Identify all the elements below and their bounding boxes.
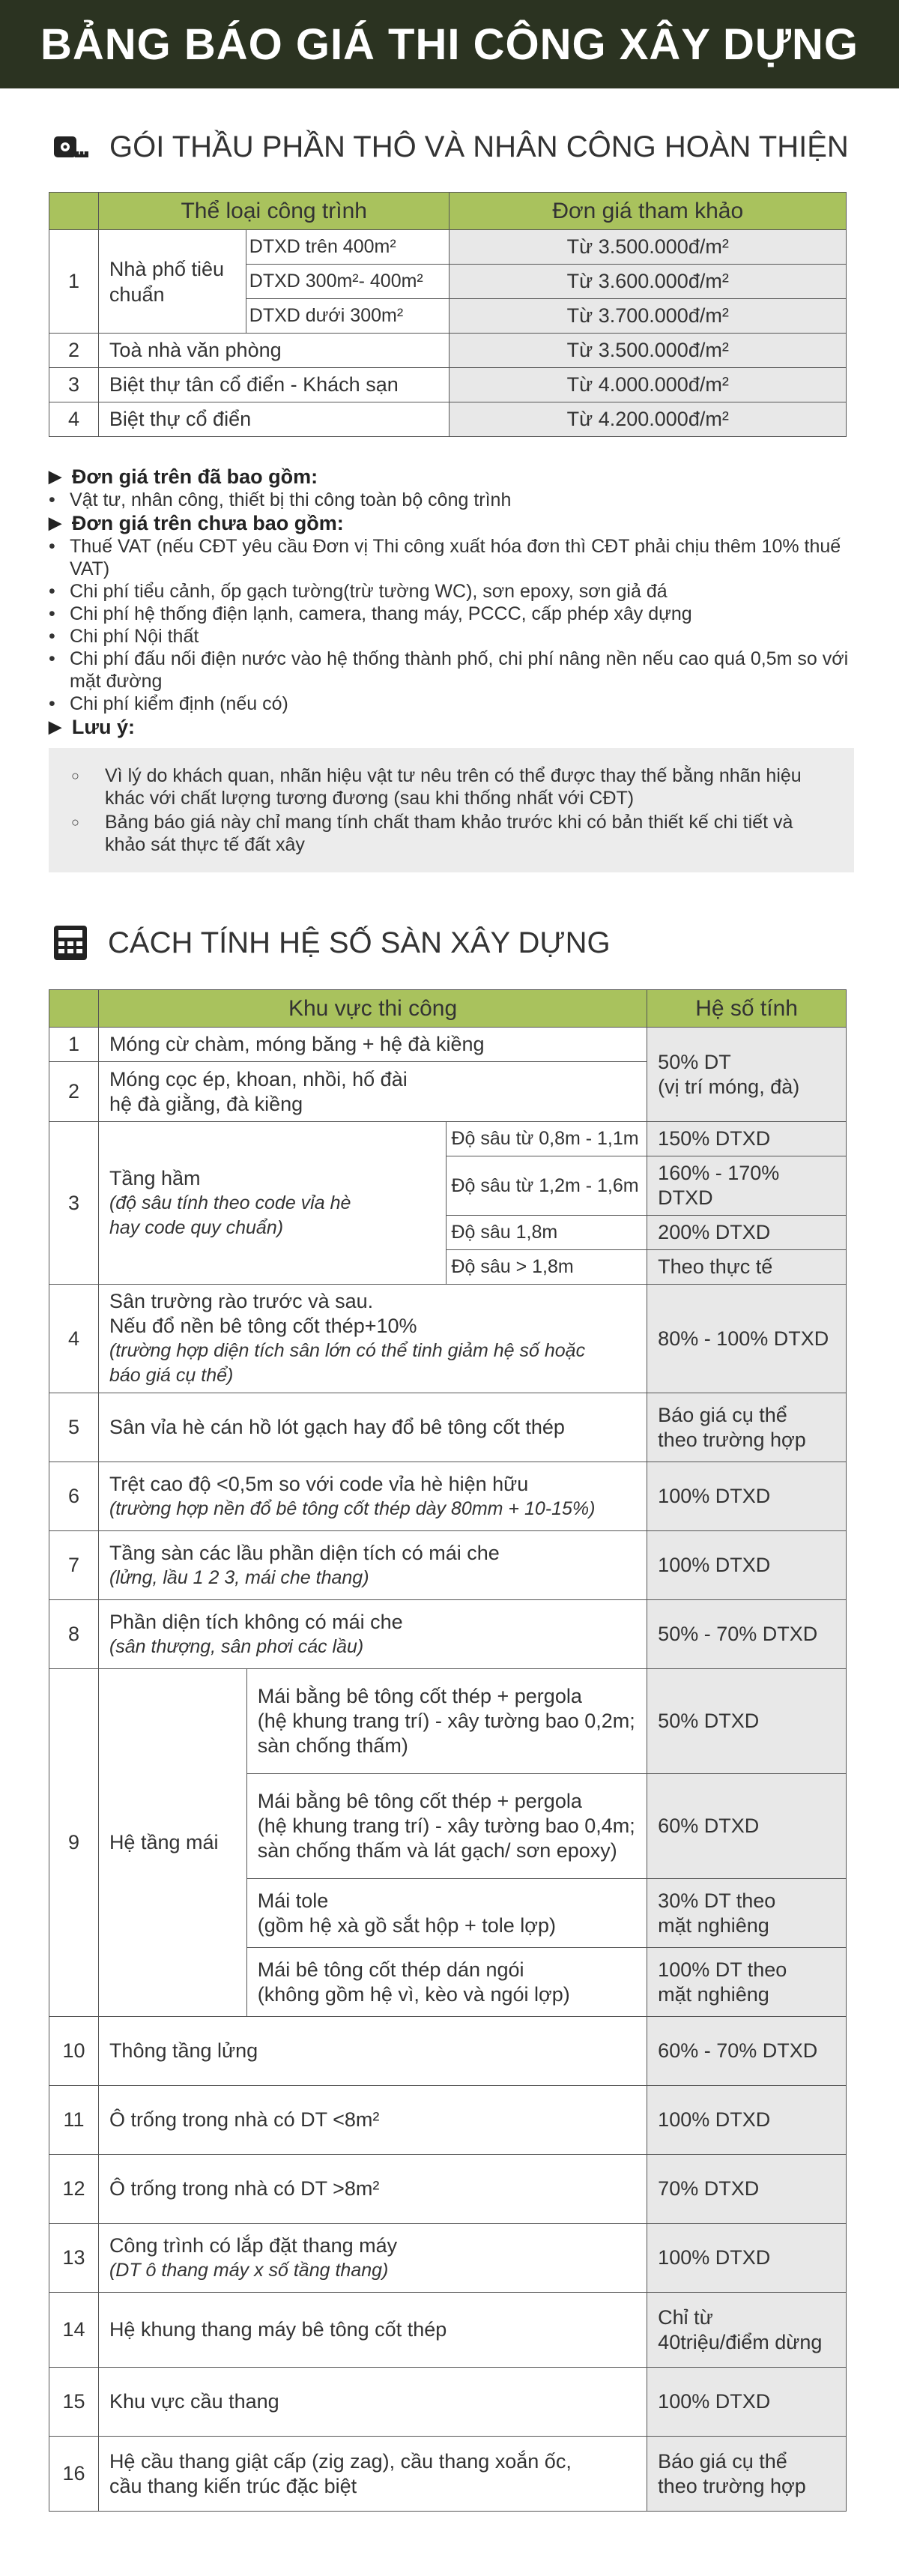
table-row: Độ sâu 1,8m 200% DTXD [49,1216,847,1250]
caution-box [49,748,854,872]
caution-heading: ▶ Lưu ý: [49,715,135,738]
list-item: • Chi phí Nội thất [49,626,199,647]
table-row [49,334,847,368]
list-item: • Chi phí kiểm định (nếu có) [49,693,288,714]
sub-label: DTXD dưới 300m² [246,299,450,334]
header-reference-price: Đơn giá tham khảo [450,193,847,230]
price-cell: Từ 4.200.000đ/m² [450,402,847,437]
table-row: 16 Hệ cầu thang giật cấp (zig zag), cầu thang xoắn ốc, cầu thang kiến trúc đặc biệt Báo giá cụ thể theo trường hợp [49,2437,847,2512]
table-row: 4 Sân trường rào trước và sau. Nếu đổ nền bê tông cốt thép+10% (trường hợp diện tích sân lớn có thể tinh giảm hệ số hoặc báo giá cụ thể) 80% - 100% DTXD [49,1285,847,1393]
sub-label: DTXD trên 400m² [246,230,450,265]
list-item: ○ Bảng báo giá này chỉ mang tính chất tham khảo trước khi có bản thiết kế chi tiết và khảo sát thực tế đất xây [71,812,793,855]
table-row: 7 Tầng sàn các lầu phần diện tích có mái che (lửng, lầu 1 2 3, mái che thang) 100% DTXD [49,1531,847,1600]
table-header-row [49,193,847,230]
included-heading: ▶ Đơn giá trên đã bao gồm: [49,465,318,488]
table-row [49,368,847,402]
page-title: BẢNG BÁO GIÁ THI CÔNG XÂY DỰNG [40,19,859,69]
table-row: 14 Hệ khung thang máy bê tông cốt thép Chỉ từ 40triệu/điểm dừng [49,2293,847,2368]
price-table [49,192,847,437]
header-building-type: Thể loại công trình [98,193,450,230]
table-row: 6 Trệt cao độ <0,5m so với code vỉa hè hiện hữu (trường hợp nền đổ bê tông cốt thép dày 80mm + 10-15%) 100% DTXD [49,1462,847,1531]
triangle-bullet-icon: ▶ [49,717,61,736]
row-label: Biệt thự tân cổ điển - Khách sạn [98,368,450,402]
table-row [49,402,847,437]
table-header-row [49,990,847,1028]
list-item: • Chi phí tiểu cảnh, ốp gạch tường(trừ tường WC), sơn epoxy, sơn giả đá [49,581,668,602]
table-row: 2 Móng cọc ép, khoan, nhồi, hố đài hệ đà giằng, đà kiềng [49,1062,847,1122]
coef-cell: 50% DT (vị trí móng, đà) [647,1028,847,1122]
excluded-heading: ▶ Đơn giá trên chưa bao gồm: [49,511,344,534]
section1-header [0,124,899,169]
section1-title: GÓI THẦU PHẦN THÔ VÀ NHÂN CÔNG HOÀN THIỆN [109,130,849,163]
list-item: • Thuế VAT (nếu CĐT yêu cầu Đơn vị Thi công xuất hóa đơn thì CĐT phải chịu thêm 10% thuế VAT) [49,536,841,579]
page-header [0,0,899,88]
header-area: Khu vực thi công [98,990,647,1028]
table-row: 13 Công trình có lắp đặt thang máy (DT ô thang máy x số tầng thang) 100% DTXD [49,2224,847,2293]
calculator-icon [52,924,88,962]
row-label: Toà nhà văn phòng [98,334,450,368]
header-coefficient: Hệ số tính [647,990,847,1028]
table-row: 12 Ô trống trong nhà có DT >8m² 70% DTXD [49,2155,847,2224]
table-row: 5 Sân vỉa hè cán hồ lót gạch hay đổ bê tông cốt thép Báo giá cụ thể theo trường hợp [49,1393,847,1462]
list-item: • Chi phí hệ thống điện lạnh, camera, thang máy, PCCC, cấp phép xây dựng [49,603,692,624]
section2-header [0,920,899,965]
table-row: Độ sâu > 1,8m Theo thực tế [49,1250,847,1285]
list-item: • Chi phí đấu nối điện nước vào hệ thống thành phố, chi phí nâng nền nếu cao quá 0,5m so với mặt đường [49,648,849,692]
triangle-bullet-icon: ▶ [49,467,61,486]
table-row: 3 Tầng hầm (độ sâu tính theo code vỉa hè hay code quy chuẩn) Độ sâu từ 0,8m - 1,1m 150% DTXD [49,1122,847,1156]
section2-title: CÁCH TÍNH HỆ SỐ SÀN XÂY DỰNG [108,926,611,959]
table-row: 15 Khu vực cầu thang 100% DTXD [49,2368,847,2437]
row-number: 4 [49,402,99,437]
table-row: 1 Móng cừ chàm, móng băng + hệ đà kiềng 50% DT (vị trí móng, đà) [49,1028,847,1062]
sub-label: DTXD 300m²- 400m² [246,265,450,299]
list-item: ○ Vì lý do khách quan, nhãn hiệu vật tư nêu trên có thể được thay thế bằng nhãn hiệu khác với chất lượng tương đương (sau khi thống nhất với CĐT) [71,765,802,809]
triangle-bullet-icon: ▶ [49,513,61,532]
table-row: 10 Thông tầng lửng 60% - 70% DTXD [49,2017,847,2086]
tape-measure-icon [52,132,90,162]
floor-coefficient-table [49,989,847,2512]
table-row: Mái tole (gồm hệ xà gồ sắt hộp + tole lợp) 30% DT theo mặt nghiêng [49,1879,847,1948]
row-number: 1 [49,230,99,334]
table-row: Mái bằng bê tông cốt thép + pergola (hệ khung trang trí) - xây tường bao 0,4m; sàn chống thấm và lát gạch/ sơn epoxy) 60% DTXD [49,1774,847,1879]
table-row [49,230,847,265]
price-cell: Từ 3.500.000đ/m² [450,334,847,368]
row-label: Biệt thự cổ điển [98,402,450,437]
table-row: 11 Ô trống trong nhà có DT <8m² 100% DTXD [49,2086,847,2155]
list-item: • Vật tư, nhân công, thiết bị thi công toàn bộ công trình [49,489,512,510]
table-row: 8 Phần diện tích không có mái che (sân thượng, sân phơi các lầu) 50% - 70% DTXD [49,1600,847,1669]
table-row: Mái bê tông cốt thép dán ngói (không gồm hệ vì, kèo và ngói lợp) 100% DT theo mặt nghiêng [49,1948,847,2017]
price-cell: Từ 3.700.000đ/m² [450,299,847,334]
price-cell: Từ 3.500.000đ/m² [450,230,847,265]
row-number: 2 [49,334,99,368]
price-cell: Từ 3.600.000đ/m² [450,265,847,299]
table-row: 9 Hệ tầng mái Mái bằng bê tông cốt thép + pergola (hệ khung trang trí) - xây tường bao 0,2m; sàn chống thấm) 50% DTXD [49,1669,847,1774]
price-cell: Từ 4.000.000đ/m² [450,368,847,402]
row-number: 3 [49,368,99,402]
row-label: Nhà phố tiêu chuẩn [98,230,246,334]
table-row: Độ sâu từ 1,2m - 1,6m 160% - 170% DTXD [49,1156,847,1216]
notes-section [49,465,854,872]
